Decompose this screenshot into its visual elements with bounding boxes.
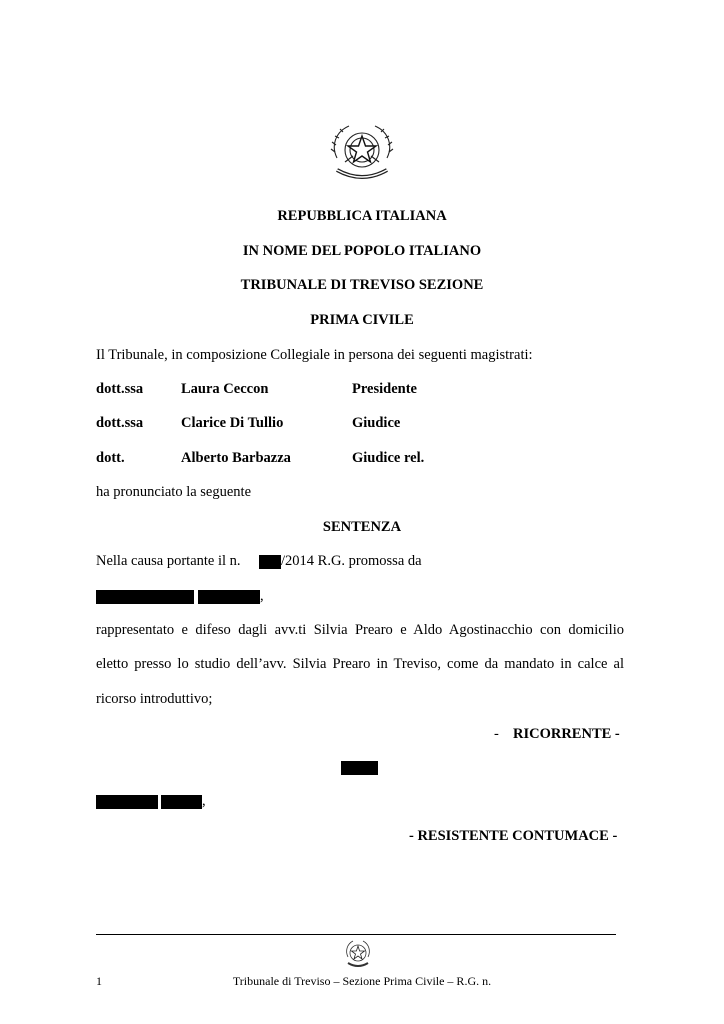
redaction-defendant-name <box>161 795 202 809</box>
para-line-2: eletto presso lo studio dell’avv. Silvia Prearo in Treviso, come da mandato in calce al <box>96 656 624 672</box>
pronounced-text: ha pronunciato la seguente <box>96 484 252 500</box>
footer-page-number: 1 <box>96 974 102 988</box>
judge-3-name: Alberto Barbazza <box>181 450 291 466</box>
ricorrente-label: RICORRENTE - <box>513 726 620 742</box>
ricorrente-dash: - <box>494 726 499 742</box>
judge-3-title: dott. <box>96 450 125 466</box>
header-section: PRIMA CIVILE <box>310 312 414 328</box>
header-people: IN NOME DEL POPOLO ITALIANO <box>242 243 482 259</box>
resistente-label: - RESISTENTE CONTUMACE - <box>409 828 618 844</box>
sentenza-heading: SENTENZA <box>322 519 402 535</box>
judge-2-role: Giudice <box>352 415 401 431</box>
judge-2-name: Clarice Di Tullio <box>181 415 284 431</box>
defendant-comma: , <box>202 793 206 809</box>
footer-emblem-icon <box>343 938 373 970</box>
causa-suffix: /2014 R.G. promossa da <box>281 553 422 569</box>
footer-text: Tribunale di Treviso – Sezione Prima Civile – R.G. n. <box>232 974 492 988</box>
redaction-defendant-surname <box>96 795 158 809</box>
judge-2-title: dott.ssa <box>96 415 144 431</box>
redaction-plaintiff-name <box>198 590 260 604</box>
judge-3-role: Giudice rel. <box>352 450 425 466</box>
redaction-contro <box>341 761 378 775</box>
plaintiff-comma: , <box>260 588 264 604</box>
para-line-3: ricorso introduttivo; <box>96 691 213 707</box>
emblem-icon <box>323 118 401 188</box>
redaction-plaintiff-surname <box>96 590 194 604</box>
header-court: TRIBUNALE DI TREVISO SEZIONE <box>240 277 484 293</box>
judge-1-title: dott.ssa <box>96 381 144 397</box>
footer-divider <box>96 934 616 935</box>
header-republic: REPUBBLICA ITALIANA <box>277 208 447 224</box>
causa-prefix: Nella causa portante il n. <box>96 553 241 569</box>
judge-1-role: Presidente <box>352 381 417 397</box>
judge-1-name: Laura Ceccon <box>181 381 269 397</box>
para-line-1: rappresentato e difeso dagli avv.ti Silvia Prearo e Aldo Agostinacchio con domicilio <box>96 622 624 638</box>
redaction-case-number <box>259 555 281 569</box>
intro-text: Il Tribunale, in composizione Collegiale in persona dei seguenti magistrati: <box>96 347 533 363</box>
